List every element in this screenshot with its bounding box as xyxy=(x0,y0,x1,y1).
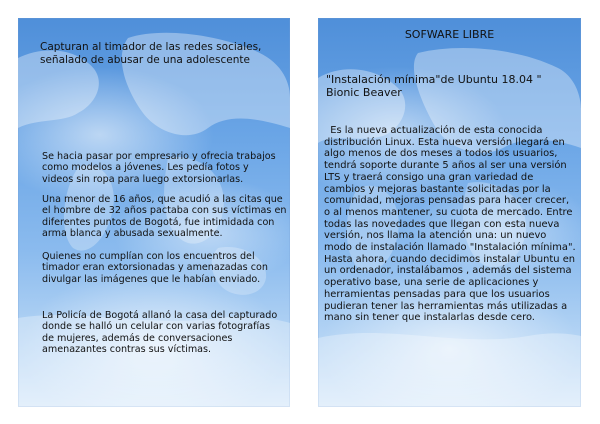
article-paragraph: Una menor de 16 años, que acudió a las citas que el hombre de 32 años pactaba con sus víctimas en diferentes puntos de Bogotá, fue intimidada con arma blanca y abusada sexualmente. xyxy=(42,194,287,240)
article-body-text: Es la nueva actualización de esta conocida distribución Linux. Esta nueva versión llegará en algo menos de dos meses a todos los usuarios, tendrá soporte durante 5 años al ser una versión LTS y traerá consigo una gran variedad de cambios y mejoras bastante solicitadas por la comunidad, mejoras pensadas para hacer crecer, o al menos mantener, su cuota de mercado. Entre todas las novedades que llegan con esta nueva versión, nos llama la atención una: un nuevo modo de instalación llamado "Instalación mínima". Hasta ahora, cuando decidimos instalar Ubuntu en un ordenador, instalábamos , además del sistema operativo base, una serie de aplicaciones y herramientas pensadas para que los usuarios pudieran tener las herramientas más utilizadas a mano sin tener que instalarlas desde cero. xyxy=(324,125,576,324)
section-title: SOFWARE LIBRE xyxy=(404,28,495,41)
article-paragraph: Se hacia pasar por empresario y ofrecia trabajos como modelos a jóvenes. Les pedía fotos y videos sin ropa para luego extorsionarlas. xyxy=(42,151,276,185)
article-subtitle: "Instalación mínima"de Ubuntu 18.04 " Bionic Beaver xyxy=(326,73,542,99)
article-heading: Capturan al timador de las redes sociales, señalado de abusar de una adolescente xyxy=(40,41,262,66)
article-paragraph: La Policía de Bogotá allanó la casa del capturado donde se halló un celular con varias fotografías de mujeres, además de conversaciones amenazantes contras sus víctimas. xyxy=(42,310,278,356)
right-page xyxy=(318,18,581,407)
article-body xyxy=(324,125,576,324)
article-paragraph: Quienes no cumplían con los encuentros del timador eran extorsionadas y amenazadas con divulgar las imágenes que le habían enviado. xyxy=(42,251,268,285)
left-page xyxy=(18,18,290,407)
